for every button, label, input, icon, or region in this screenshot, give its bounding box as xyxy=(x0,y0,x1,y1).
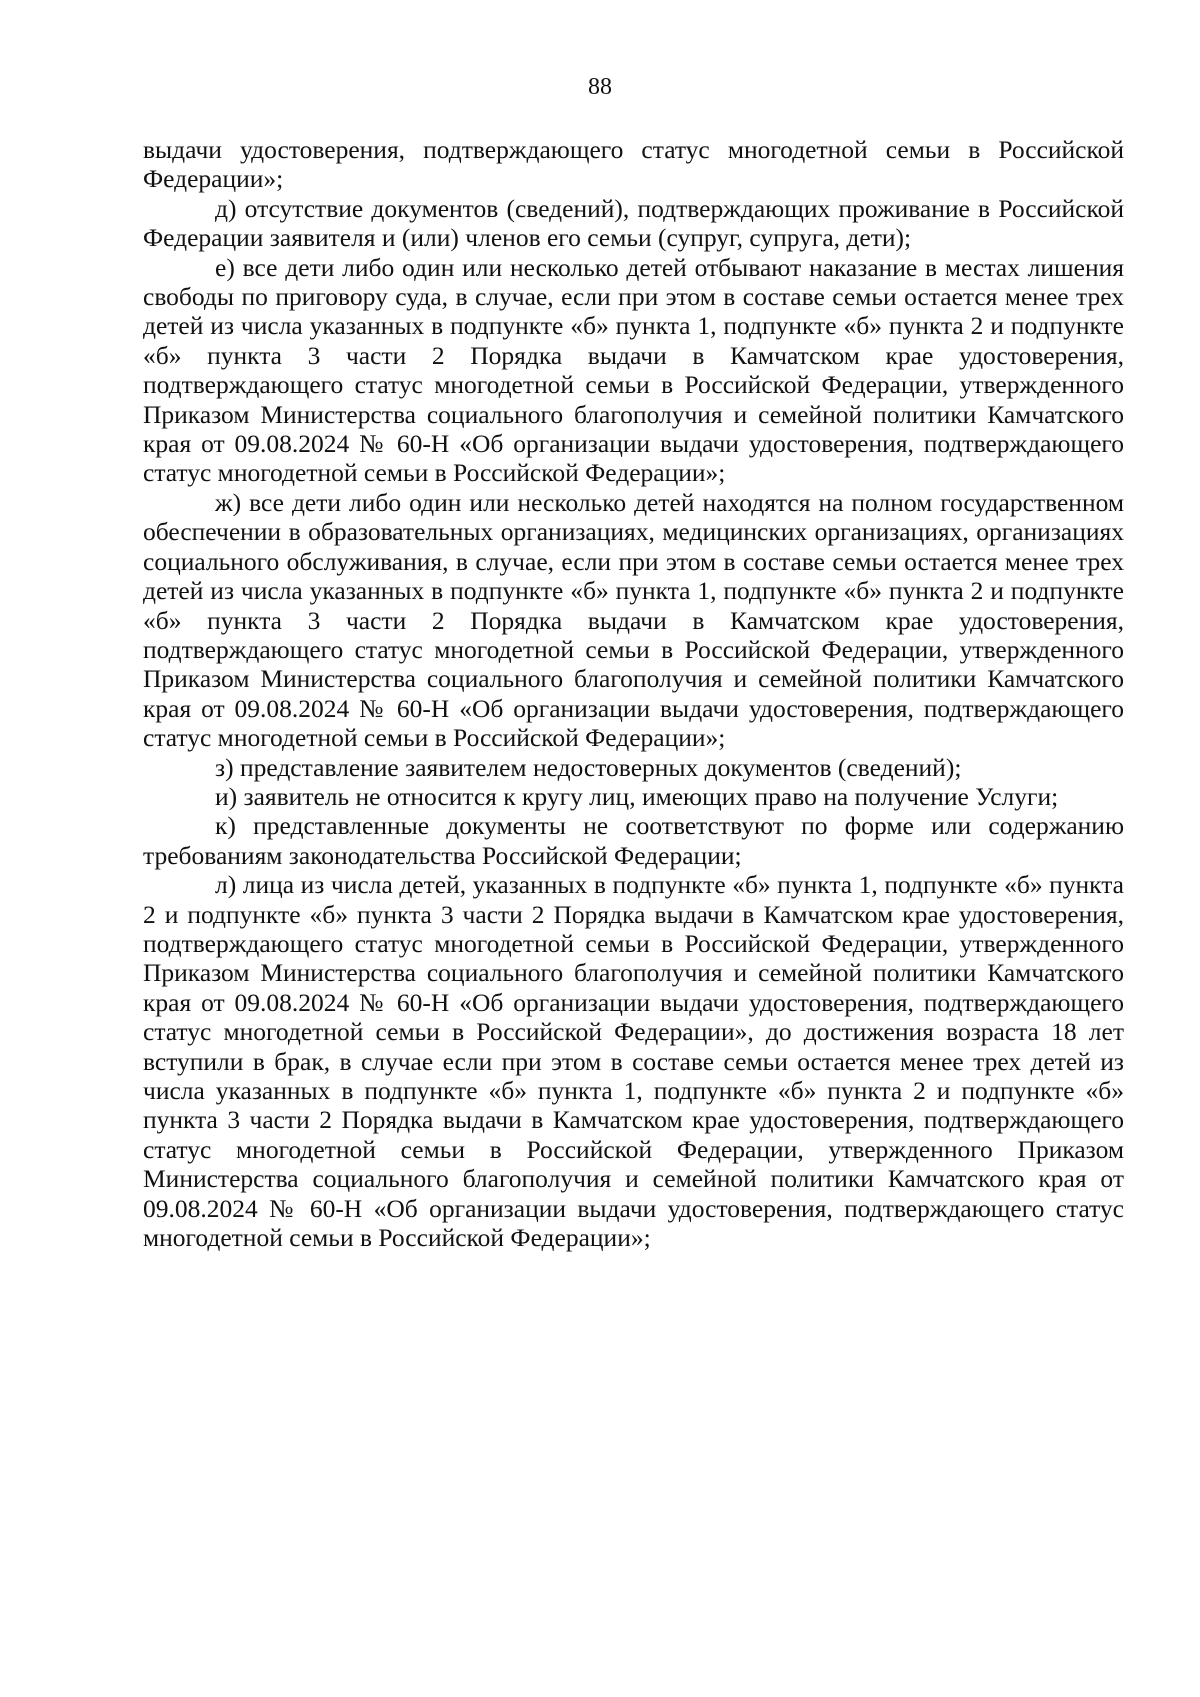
paragraph-item-l: л) лица из числа детей, указанных в подпункте «б» пункта 1, подпункте «б» пункта 2 и подпункте «б» пункта 3 части 2 Порядка выдачи в Камчатском крае удостоверения, подтверждающего статус многодетной семьи в Российской Федерации, утвержденного Приказом Министерства социального благополучия и семейной политики Камчатского края от 09.08.2024 № 60-Н «Об организации выдачи удостоверения, подтверждающего статус многодетной семьи в Российской Федерации», до достижения возраста 18 лет вступили в брак, в случае если при этом в составе семьи остается менее трех детей из числа указанных в подпункте «б» пункта 1, подпункте «б» пункта 2 и подпункте «б» пункта 3 части 2 Порядка выдачи в Камчатском крае удостоверения, подтверждающего статус многодетной семьи в Российской Федерации, утвержденного Приказом Министерства социального благополучия и семейной политики Камчатского края от 09.08.2024 № 60-Н «Об организации выдачи удостоверения, подтверждающего статус многодетной семьи в Российской Федерации»; xyxy=(143,870,1124,1253)
paragraph-item-i: и) заявитель не относится к кругу лиц, имеющих право на получение Услуги; xyxy=(215,781,1059,811)
paragraph-continuation: выдачи удостоверения, подтверждающего статус многодетной семьи в Российской Федерации»; xyxy=(143,135,1124,194)
page-number: 88 xyxy=(588,74,612,100)
paragraph-item-d: д) отсутствие документов (сведений), подтверждающих проживание в Российской Федерации заявителя и (или) членов его семьи (супруг, супруга, дети); xyxy=(143,193,1124,253)
paragraph-item-zh: ж) все дети либо один или несколько детей находятся на полном государственном обеспечении в образовательных организациях, медицинских организациях, организациях социального обслуживания, в случае, если при этом в составе семьи остается менее трех детей из числа указанных в подпункте «б» пункта 1, подпункте «б» пункта 2 и подпункте «б» пункта 3 части 2 Порядка выдачи в Камчатском крае удостоверения, подтверждающего статус многодетной семьи в Российской Федерации, утвержденного Приказом Министерства социального благополучия и семейной политики Камчатского края от 09.08.2024 № 60-Н «Об организации выдачи удостоверения, подтверждающего статус многодетной семьи в Российской Федерации»; xyxy=(143,487,1124,753)
paragraph-item-e: е) все дети либо один или несколько детей отбывают наказание в местах лишения свободы по приговору суда, в случае, если при этом в составе семьи остается менее трех детей из числа указанных в подпункте «б» пункта 1, подпункте «б» пункта 2 и подпункте «б» пункта 3 части 2 Порядка выдачи в Камчатском крае удостоверения, подтверждающего статус многодетной семьи в Российской Федерации, утвержденного Приказом Министерства социального благополучия и семейной политики Камчатского края от 09.08.2024 № 60-Н «Об организации выдачи удостоверения, подтверждающего статус многодетной семьи в Российской Федерации»; xyxy=(143,252,1124,488)
paragraph-item-k: к) представленные документы не соответствуют по форме или содержанию требованиям законодательства Российской Федерации; xyxy=(143,811,1124,870)
document-body xyxy=(143,135,1124,1252)
paragraph-item-z: з) представление заявителем недостоверных документов (сведений); xyxy=(215,752,962,782)
